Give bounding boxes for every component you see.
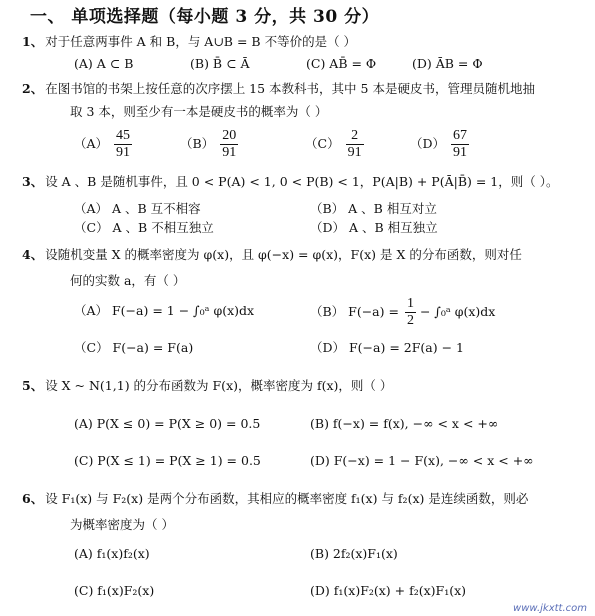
question-3-stem: 设 A 、B 是随机事件，且 0 < P(A) < 1, 0 < P(B) < 1，P(A|B) + P(Ā|B̄) = 1，则（ ）。 (45, 174, 559, 189)
question-1-option-a: (A) A ⊂ B (74, 56, 134, 71)
question-2-option-a-fraction (114, 128, 132, 161)
question-5-option-a: (A) P(X ≤ 0) = P(X ≥ 0) = 0.5 (74, 416, 261, 431)
question-2 (22, 80, 535, 98)
question-1 (22, 33, 356, 51)
question-2-option-a-label: （A） (74, 136, 109, 151)
fraction-numerator: 2 (346, 128, 364, 145)
question-3 (22, 173, 559, 191)
question-4 (22, 246, 522, 264)
question-4-option-b-fraction (405, 296, 416, 329)
question-1-stem: 对于任意两事件 A 和 B，与 A∪B = B 不等价的是（ ） (45, 34, 357, 49)
question-4-option-d: （D） F(−a) = 2F(a) − 1 (310, 340, 464, 355)
question-2-option-a (74, 128, 132, 161)
question-4-option-a: （A） F(−a) = 1 − ∫₀ᵃ φ(x)dx (74, 303, 255, 318)
question-5-option-b: (B) f(−x) = f(x), −∞ < x < +∞ (310, 416, 499, 431)
question-6-option-a: (A) f₁(x)f₂(x) (74, 546, 150, 561)
question-4-stem-continued: 何的实数 a，有（ ） (70, 273, 186, 288)
question-1-option-d: (D) ĀB = Φ (412, 56, 483, 71)
question-2-option-b-label: （B） (180, 136, 215, 151)
fraction-numerator: 20 (222, 128, 237, 143)
question-2-option-b (180, 128, 238, 161)
fraction-numerator: 67 (453, 128, 468, 143)
question-3-number: 3、 (22, 174, 44, 189)
question-5-option-c: (C) P(X ≤ 1) = P(X ≥ 1) = 0.5 (74, 453, 261, 468)
question-5 (22, 377, 392, 395)
watermark: www.jkxtt.com (513, 603, 587, 614)
question-2-option-d-label: （D） (410, 136, 446, 151)
question-3-option-b: （B） A 、B 相互对立 (310, 201, 437, 216)
question-4-option-b-prefix: （B） F(−a) = (310, 304, 399, 319)
fraction-numerator: 1 (406, 296, 414, 311)
question-6-stem-continued: 为概率密度为（ ） (70, 517, 174, 532)
question-6-option-c: (C) f₁(x)F₂(x) (74, 583, 155, 598)
question-1-number: 1、 (22, 34, 44, 49)
question-6 (22, 490, 528, 508)
question-4-stem: 设随机变量 X 的概率密度为 φ(x)，且 φ(−x) = φ(x)，F(x) 是 X 的分布函数，则对任 (45, 247, 522, 262)
question-3-option-a: （A） A 、B 互不相容 (74, 201, 201, 216)
question-2-option-c (305, 128, 364, 161)
question-2-stem-continued: 取 3 本，则至少有一本是硬皮书的概率为（ ） (70, 104, 328, 119)
question-6-stem: 设 F₁(x) 与 F₂(x) 是两个分布函数，其相应的概率密度 f₁(x) 与 f₂(x) 是连续函数，则必 (45, 491, 529, 506)
question-2-option-b-fraction (220, 128, 238, 161)
question-5-number: 5、 (22, 378, 44, 393)
question-2-option-c-label: （C） (305, 136, 340, 151)
fraction-denominator: 91 (222, 145, 237, 160)
fraction-denominator: 91 (453, 145, 468, 160)
question-2-stem: 在图书馆的书架上按任意的次序摆上 15 本教科书，其中 5 本是硬皮书，管理员随机地抽 (45, 81, 535, 96)
fraction-denominator: 2 (406, 313, 414, 328)
question-4-option-b-suffix: − ∫₀ᵃ φ(x)dx (419, 304, 496, 319)
question-4-option-b (310, 296, 495, 329)
question-3-option-c: （C） A 、B 不相互独立 (74, 220, 214, 235)
question-4-number: 4、 (22, 247, 44, 262)
question-1-option-b: (B) B̄ ⊂ Ā (190, 56, 250, 71)
question-2-option-c-fraction (346, 128, 364, 161)
question-6-number: 6、 (22, 491, 44, 506)
question-2-number: 2、 (22, 81, 44, 96)
question-2-option-d-fraction (451, 128, 469, 161)
section-title: 一、 单项选择题（每小题 3 分，共 30 分） (30, 7, 380, 27)
fraction-denominator: 91 (347, 145, 362, 160)
question-5-stem: 设 X ~ N(1,1) 的分布函数为 F(x)，概率密度为 f(x)，则（ ） (45, 378, 393, 393)
question-5-option-d: (D) F(−x) = 1 − F(x), −∞ < x < +∞ (310, 453, 534, 468)
question-1-option-c: (C) AB̄ = Φ (306, 56, 377, 71)
fraction-numerator: 45 (116, 128, 131, 143)
question-2-option-d (410, 128, 469, 161)
fraction-denominator: 91 (116, 145, 131, 160)
question-6-option-b: (B) 2f₂(x)F₁(x) (310, 546, 398, 561)
question-6-option-d: (D) f₁(x)F₂(x) + f₂(x)F₁(x) (310, 583, 467, 598)
question-4-option-c: （C） F(−a) = F(a) (74, 340, 194, 355)
question-3-option-d: （D） A 、B 相互独立 (310, 220, 438, 235)
